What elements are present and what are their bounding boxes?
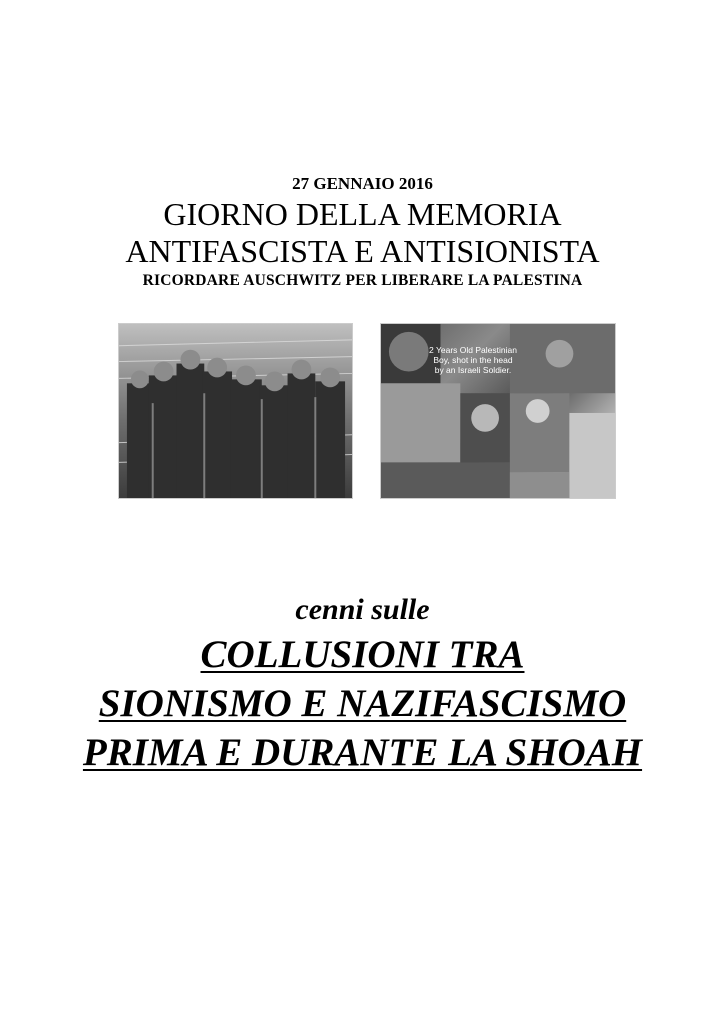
photo-left-graphic — [119, 324, 352, 498]
title-line-1: GIORNO DELLA MEMORIA — [163, 196, 562, 232]
header-block — [0, 172, 725, 292]
title-line-2: ANTIFASCISTA E ANTISIONISTA — [125, 233, 600, 269]
photo-row — [0, 323, 725, 499]
intro-text: cenni sulle — [295, 593, 430, 626]
subtitle: RICORDARE AUSCHWITZ PER LIBERARE LA PALESTINA — [142, 272, 583, 289]
heading-line-2: SIONISMO E NAZIFASCISMO — [98, 682, 627, 725]
heading-line-1: COLLUSIONI TRA — [200, 633, 525, 676]
main-heading-block — [0, 590, 725, 777]
gaza-children-photo — [380, 323, 616, 499]
heading-line-3: PRIMA E DURANTE LA SHOAH — [82, 731, 643, 774]
photo-caption: 2 Years Old Palestinian Boy, shot in the head by an Israeli Soldier. — [429, 345, 517, 375]
auschwitz-children-photo — [118, 323, 353, 499]
document-date: 27 GENNAIO 2016 — [292, 174, 433, 193]
